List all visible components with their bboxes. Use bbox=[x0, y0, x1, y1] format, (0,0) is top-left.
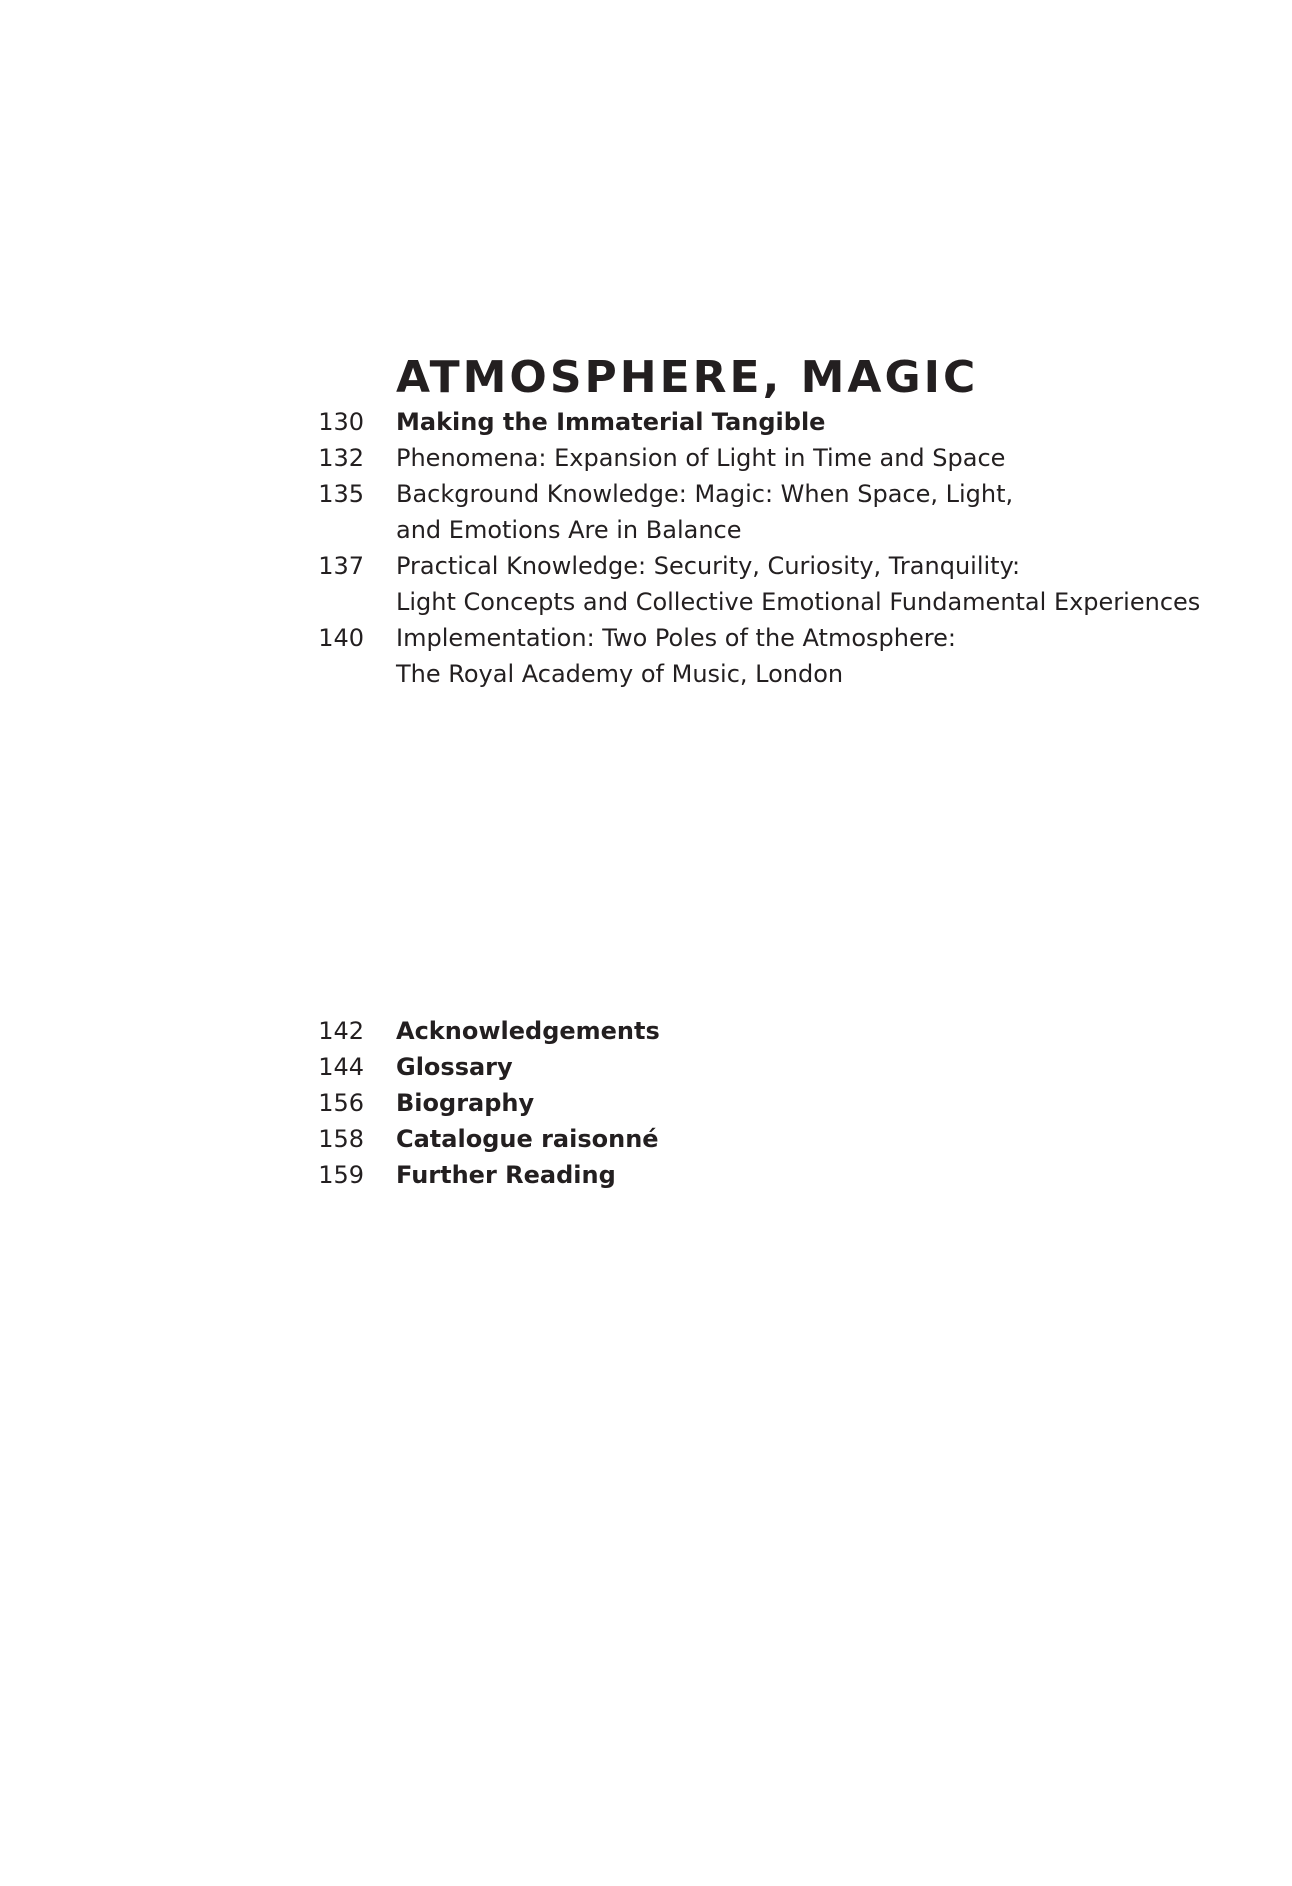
toc-entry bbox=[300, 1121, 660, 1157]
toc-entry-text: Acknowledgements bbox=[396, 1017, 660, 1045]
toc-entry-text: Glossary bbox=[396, 1053, 513, 1081]
section-title: ATMOSPHERE, MAGIC bbox=[396, 352, 979, 403]
toc-entry-text: Further Reading bbox=[396, 1161, 616, 1189]
toc-page-number: 137 bbox=[318, 552, 364, 580]
toc-page-number: 142 bbox=[318, 1017, 364, 1045]
toc-entry-text bbox=[396, 476, 1013, 548]
toc-entry-line: and Emotions Are in Balance bbox=[396, 516, 742, 544]
toc-entry-line: Practical Knowledge: Security, Curiosity, Tranquility: bbox=[396, 552, 1021, 580]
toc-entry bbox=[300, 404, 1200, 440]
toc-entry bbox=[300, 476, 1200, 548]
toc-entry-text bbox=[396, 440, 1005, 476]
toc-entry bbox=[300, 548, 1200, 620]
toc-entry bbox=[300, 440, 1200, 476]
toc-entry-text: Biography bbox=[396, 1089, 535, 1117]
toc-entry-line: Implementation: Two Poles of the Atmosphere: bbox=[396, 624, 956, 652]
toc-page-number: 132 bbox=[318, 444, 364, 472]
toc-entry-line: The Royal Academy of Music, London bbox=[396, 660, 844, 688]
toc-page-number: 135 bbox=[318, 480, 364, 508]
toc-entry-line: Making the Immaterial Tangible bbox=[396, 408, 826, 436]
toc-page-number: 158 bbox=[318, 1125, 364, 1153]
toc-entry-text: Catalogue raisonné bbox=[396, 1125, 659, 1153]
toc-page-number: 159 bbox=[318, 1161, 364, 1189]
toc-entry-line: Light Concepts and Collective Emotional Fundamental Experiences bbox=[396, 588, 1201, 616]
toc-page-number: 140 bbox=[318, 624, 364, 652]
toc-entry-text bbox=[396, 548, 1200, 620]
toc-section-list bbox=[300, 404, 1200, 692]
toc-entry-line: Background Knowledge: Magic: When Space, Light, bbox=[396, 480, 1014, 508]
toc-entry bbox=[300, 1157, 660, 1193]
toc-entry bbox=[300, 1049, 660, 1085]
toc-page-number: 144 bbox=[318, 1053, 364, 1081]
toc-entry bbox=[300, 620, 1200, 692]
toc-back-matter-list bbox=[300, 1013, 660, 1193]
toc-entry bbox=[300, 1013, 660, 1049]
toc-entry-text bbox=[396, 620, 956, 692]
toc-page-number: 130 bbox=[318, 408, 364, 436]
toc-entry-text bbox=[396, 404, 825, 440]
toc-entry bbox=[300, 1085, 660, 1121]
toc-entry-line: Phenomena: Expansion of Light in Time and Space bbox=[396, 444, 1006, 472]
toc-page-number: 156 bbox=[318, 1089, 364, 1117]
